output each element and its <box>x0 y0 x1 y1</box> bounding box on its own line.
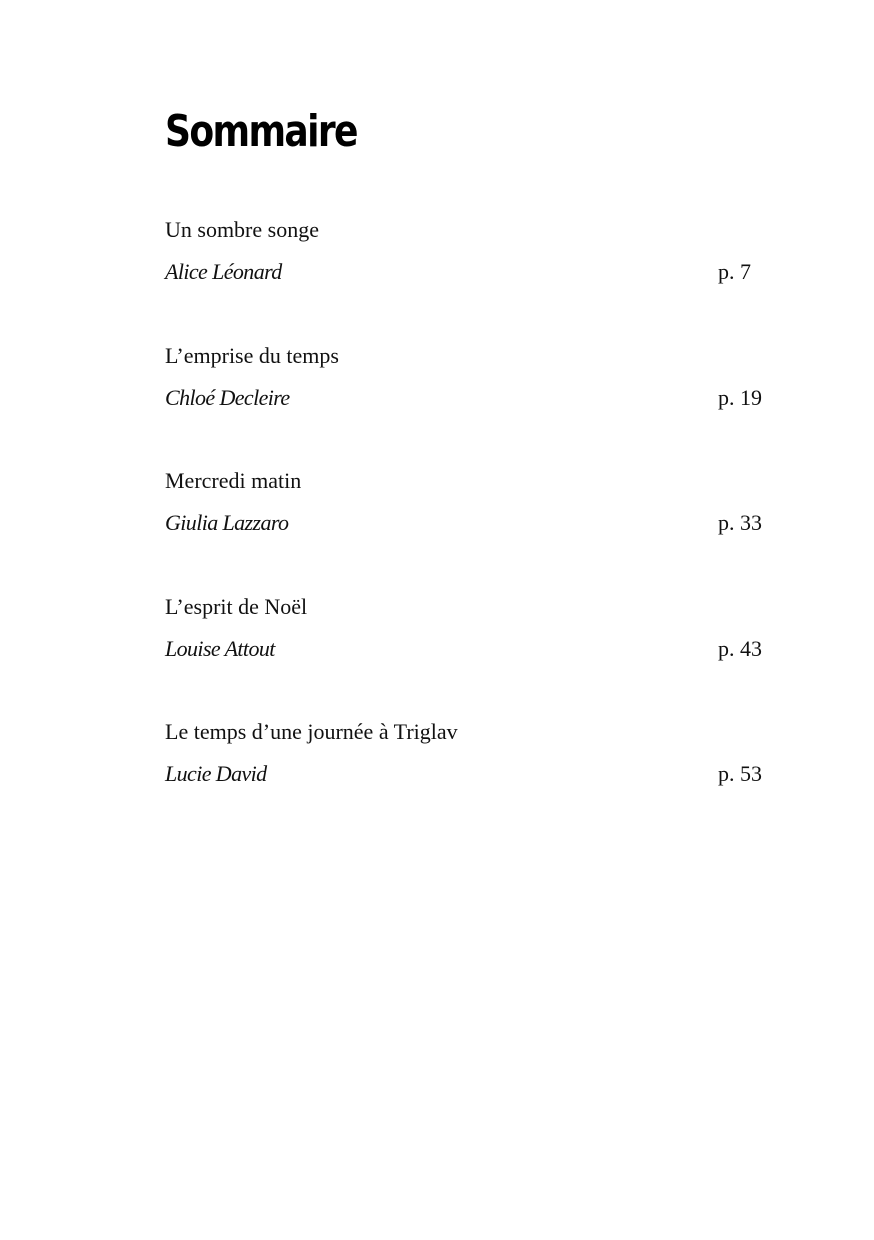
toc-entry-author: Giulia Lazzaro <box>165 510 289 535</box>
toc-entry-page-number: p. 7 <box>718 259 751 284</box>
toc-entry-title: Un sombre songe <box>165 217 319 242</box>
toc-entry <box>165 591 765 717</box>
table-of-contents <box>165 214 765 842</box>
toc-entry-author: Chloé Decleire <box>165 384 290 410</box>
toc-entry-meta <box>165 382 765 414</box>
toc-entry <box>165 716 765 842</box>
toc-entry-meta <box>165 256 765 288</box>
toc-entry-meta <box>165 758 765 790</box>
toc-entry <box>165 214 765 340</box>
toc-entry-author: Lucie David <box>165 761 267 786</box>
toc-entry-author: Alice Léonard <box>165 259 282 284</box>
toc-entry-page-number: p. 53 <box>718 761 762 786</box>
toc-entry-title: L’emprise du temps <box>165 342 339 368</box>
toc-entry-title: Mercredi matin <box>165 468 302 493</box>
toc-entry-author: Louise Attout <box>165 635 275 661</box>
toc-entry-page-number: p. 43 <box>718 635 762 661</box>
toc-entry-meta <box>165 633 765 665</box>
toc-entry <box>165 465 765 591</box>
toc-entry-title: Le temps d’une journée à Triglav <box>165 719 458 744</box>
page-title: Sommaire <box>165 106 357 157</box>
toc-entry-page-number: p. 19 <box>718 384 762 410</box>
toc-entry-meta <box>165 507 765 539</box>
toc-entry <box>165 340 765 466</box>
toc-entry-page-number: p. 33 <box>718 510 762 535</box>
toc-entry-title: L’esprit de Noël <box>165 593 308 619</box>
